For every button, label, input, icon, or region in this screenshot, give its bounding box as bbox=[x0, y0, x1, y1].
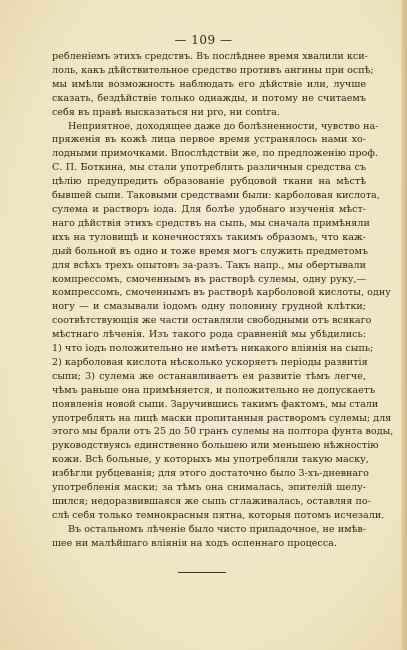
text-line: 1) что іодъ положительно не имѣетъ никакого вліянія на сыпь; bbox=[52, 343, 374, 355]
text-line: чѣмъ раньше она примѣняется, и положительно не допускаетъ bbox=[52, 384, 376, 396]
text-line: сыпи; 3) сулема же останавливаетъ ея развитіе тѣмъ легче, bbox=[52, 370, 366, 382]
text-line: сказать, бездѣйствіе только однажды, и потому не считаемъ bbox=[52, 92, 366, 104]
paragraph bbox=[52, 120, 394, 523]
text-line: С. П. Боткина, мы стали употреблять различныя средства съ bbox=[52, 162, 366, 174]
text-line: цѣлію предупредить образованіе рубцовой ткани на мѣстѣ bbox=[52, 176, 366, 188]
text-line: пряженія въ кожѣ лица первое время устранялось нами хо- bbox=[52, 134, 366, 146]
text-line: избѣгли рубцеванія; для этого достаточно было 3-хъ-дневнаго bbox=[52, 468, 369, 480]
text-line: наго дѣйствія этихъ средствъ на сыпь, мы сначала примѣняли bbox=[52, 217, 370, 229]
text-line: руководствуясь единственно большею или меньшею нѣжностію bbox=[52, 440, 379, 452]
body-text bbox=[52, 50, 394, 551]
paragraph bbox=[52, 523, 366, 551]
text-line: бывшей сыпи. Таковыми средствами были: карболовая кислота, bbox=[52, 190, 380, 202]
text-line: дый больной въ одно и тоже время могъ служить предметомъ bbox=[52, 245, 369, 257]
text-line: 2) карболовая кислота нѣсколько ускоряетъ періоды развитія bbox=[52, 356, 368, 368]
paragraph bbox=[52, 50, 374, 120]
text-line: компрессомъ, смоченнымъ въ растворѣ карболовой кислоты, одну bbox=[52, 287, 391, 299]
page-number: — 109 — bbox=[174, 33, 233, 47]
text-line: ребленіемъ этихъ средствъ. Въ послѣднее время хвалили кси- bbox=[52, 51, 368, 62]
text-line: появленія новой сыпи. Заручившись такимъ фактомъ, мы стали bbox=[52, 398, 379, 410]
text-line: мѣстнаго лѣченія. Изъ такого рода сравненій мы убѣдились: bbox=[52, 329, 366, 341]
text-line: Неприятное, доходящее даже до болѣзненности, чувство на- bbox=[68, 120, 379, 132]
text-line: компрессомъ, смоченнымъ въ растворѣ сулемы, одну руку,— bbox=[52, 273, 366, 285]
text-line: ихъ на туловищѣ и конечностяхъ такимъ образомъ, что каж- bbox=[52, 231, 366, 243]
text-line: Въ остальномъ лѣченіе было чисто припадочное, не имѣв- bbox=[68, 523, 366, 535]
text-line: слѣ себя только темнокрасныя пятна, которыя потомъ исчезали. bbox=[52, 509, 385, 521]
text-line: ногу — и смазывали іодомъ одну половину грудной клѣтки; bbox=[52, 301, 366, 313]
text-line: лоль, какъ дѣйствительное средство противъ ангины при оспѣ; bbox=[52, 64, 374, 76]
text-line: себя въ правѣ высказаться ни pro, ни contra. bbox=[52, 106, 280, 118]
text-line: сулема и растворъ іода. Для болѣе удобнаго изученія мѣст- bbox=[52, 203, 366, 215]
text-line: соотвѣтствующія же части оставляли свободными отъ всякаго bbox=[52, 315, 372, 327]
text-line: лодными примочками. Впослѣдствіи же, по предложенію проф. bbox=[52, 148, 378, 160]
text-line: мы имѣли возможность наблюдать его дѣйствіе или, лучше bbox=[52, 78, 366, 90]
text-line: для всѣхъ трехъ опытовъ за-разъ. Такъ напр., мы обертывали bbox=[52, 259, 366, 271]
closing-rule bbox=[178, 572, 226, 573]
text-line: употребленія маски; за тѣмъ она снималась, эпителій шелу- bbox=[52, 482, 366, 494]
text-line: шее ни малѣйшаго вліянія на ходъ оспеннаго процесса. bbox=[52, 537, 337, 549]
text-line: кожи. Всѣ больные, у которыхъ мы употребляли такую маску, bbox=[52, 454, 369, 466]
text-line: употреблять на лицѣ маски пропитанныя растворомъ сулемы; для bbox=[52, 412, 392, 424]
text-line: этого мы брали отъ 25 до 50 гранъ сулемы на полтора фунта воды, bbox=[52, 426, 394, 438]
text-line: шился; недоразвившаяся же сыпь сглаживалась, оставляя по- bbox=[52, 496, 371, 507]
page-edge bbox=[401, 0, 407, 650]
